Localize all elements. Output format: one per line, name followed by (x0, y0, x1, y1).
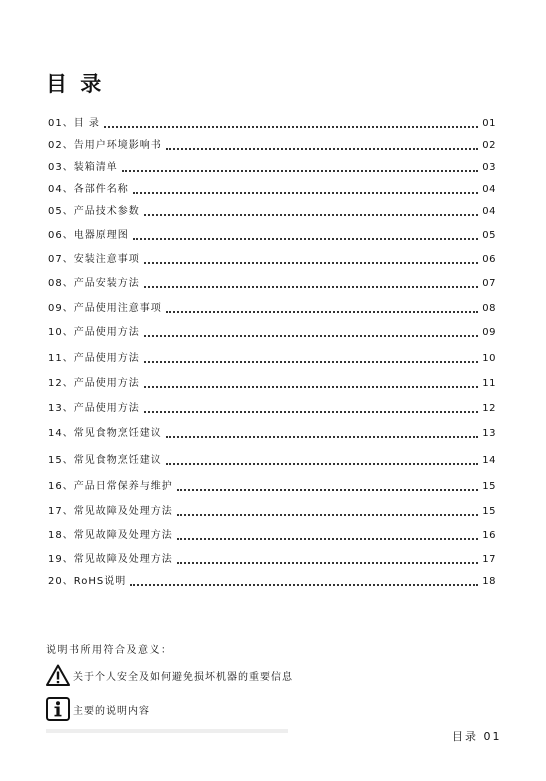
toc-leader-dots (144, 376, 479, 388)
toc-entry-number: 09、 (48, 303, 74, 314)
toc-leader-dots (130, 574, 478, 586)
toc-entry-title: RoHS说明 (73, 576, 127, 587)
toc-entry (48, 160, 496, 176)
toc-entry (48, 301, 496, 317)
toc-leader-dots (104, 116, 478, 128)
toc-entry-page: 10 (482, 353, 496, 364)
toc-entry-title: 常见故障及处理方法 (73, 530, 173, 541)
toc-leader-dots (144, 325, 479, 337)
toc-entry-page: 04 (482, 184, 496, 195)
toc-entry (48, 552, 496, 568)
toc-entry-title: 目 录 (73, 118, 100, 129)
toc-entry (48, 228, 496, 244)
toc-leader-dots (177, 504, 479, 516)
toc-entry-number: 18、 (48, 530, 74, 541)
toc-entry-page: 01 (482, 118, 496, 129)
toc-entry-title: 产品技术参数 (73, 206, 140, 217)
toc-entry-number: 17、 (48, 506, 74, 517)
toc-leader-dots (144, 351, 479, 363)
warning-legend-text: 关于个人安全及如何避免损坏机器的重要信息 (73, 671, 293, 683)
toc-entry-number: 13、 (48, 403, 74, 414)
toc-entry-title: 常见故障及处理方法 (73, 554, 173, 565)
toc-entry-title: 产品使用方法 (73, 327, 140, 338)
toc-entry (48, 276, 496, 292)
toc-entry-title: 产品使用方法 (73, 353, 140, 364)
toc-entry-title: 安装注意事项 (73, 254, 140, 265)
toc-leader-dots (133, 182, 479, 194)
toc-entry-number: 02、 (48, 140, 74, 151)
toc-entry-number: 20、 (48, 576, 74, 587)
toc-entry-number: 16、 (48, 481, 74, 492)
toc-entry (48, 252, 496, 268)
page-title: 目 录 (46, 72, 105, 96)
toc-entry (48, 204, 496, 220)
toc-entry-page: 15 (482, 481, 496, 492)
toc-entry-number: 15、 (48, 455, 74, 466)
toc-entry-title: 装箱清单 (73, 162, 118, 173)
toc-entry-number: 14、 (48, 428, 74, 439)
toc-leader-dots (166, 301, 479, 313)
toc-entry-number: 06、 (48, 230, 74, 241)
toc-leader-dots (144, 401, 479, 413)
toc-entry-page: 07 (482, 278, 496, 289)
symbols-heading: 说明书所用符合及意义： (46, 645, 173, 656)
toc-entry-number: 10、 (48, 327, 74, 338)
toc-entry-page: 06 (482, 254, 496, 265)
warning-legend-row (46, 664, 293, 686)
toc-entry-page: 14 (482, 455, 496, 466)
warning-triangle-icon (46, 664, 70, 686)
toc-entry-title: 产品使用注意事项 (73, 303, 162, 314)
toc-entry-page: 15 (482, 506, 496, 517)
toc-entry-number: 05、 (48, 206, 74, 217)
toc-entry-page: 03 (482, 162, 496, 173)
toc-entry-page: 04 (482, 206, 496, 217)
toc-entry-number: 12、 (48, 378, 74, 389)
toc-leader-dots (133, 228, 479, 240)
toc-entry (48, 376, 496, 392)
info-legend-row (46, 697, 150, 721)
toc-entry-number: 19、 (48, 554, 74, 565)
toc-entry-page: 08 (482, 303, 496, 314)
page-footer: 目录 01 (452, 730, 502, 743)
toc-entry-page: 02 (482, 140, 496, 151)
toc-entry-title: 常见故障及处理方法 (73, 506, 173, 517)
toc-leader-dots (122, 160, 479, 172)
toc-entry (48, 528, 496, 544)
toc-entry-number: 04、 (48, 184, 74, 195)
toc-entry (48, 116, 496, 132)
toc-entry-number: 11、 (48, 353, 74, 364)
toc-leader-dots (177, 552, 479, 564)
toc-entry-number: 07、 (48, 254, 74, 265)
toc-entry-title: 产品使用方法 (73, 403, 140, 414)
toc-entry (48, 138, 496, 154)
toc-entry-number: 03、 (48, 162, 74, 173)
bottom-divider (46, 729, 288, 733)
toc-entry-title: 常见食物烹饪建议 (73, 455, 162, 466)
toc-entry-title: 产品安装方法 (73, 278, 140, 289)
info-legend-text: 主要的说明内容 (73, 705, 150, 717)
toc-entry (48, 504, 496, 520)
toc-entry (48, 401, 496, 417)
toc-entry-page: 11 (482, 378, 496, 389)
toc-leader-dots (166, 426, 479, 438)
toc-leader-dots (144, 276, 479, 288)
toc-entry (48, 182, 496, 198)
toc-leader-dots (177, 528, 479, 540)
toc-entry-title: 告用户环境影响书 (73, 140, 162, 151)
toc-entry-number: 01、 (48, 118, 74, 129)
toc-leader-dots (144, 252, 479, 264)
toc-entry-page: 05 (482, 230, 496, 241)
toc-leader-dots (166, 138, 479, 150)
toc-entry (48, 325, 496, 341)
toc-entry (48, 574, 496, 590)
toc-entry-title: 产品日常保养与维护 (73, 481, 173, 492)
toc-entry (48, 479, 496, 495)
toc-entry (48, 426, 496, 442)
toc-entry-title: 电器原理图 (73, 230, 129, 241)
toc-entry-page: 17 (482, 554, 496, 565)
toc-leader-dots (177, 479, 479, 491)
toc-entry-title: 产品使用方法 (73, 378, 140, 389)
toc-entry-page: 18 (482, 576, 496, 587)
toc-entry-page: 13 (482, 428, 496, 439)
toc-leader-dots (144, 204, 479, 216)
toc-entry-title: 各部件名称 (73, 184, 129, 195)
toc-entry-title: 常见食物烹饪建议 (73, 428, 162, 439)
toc-entry (48, 351, 496, 367)
toc-entry-page: 16 (482, 530, 496, 541)
info-box-icon (46, 697, 70, 721)
toc-entry-number: 08、 (48, 278, 74, 289)
toc-leader-dots (166, 453, 479, 465)
toc-entry (48, 453, 496, 469)
toc-entry-page: 09 (482, 327, 496, 338)
toc-entry-page: 12 (482, 403, 496, 414)
